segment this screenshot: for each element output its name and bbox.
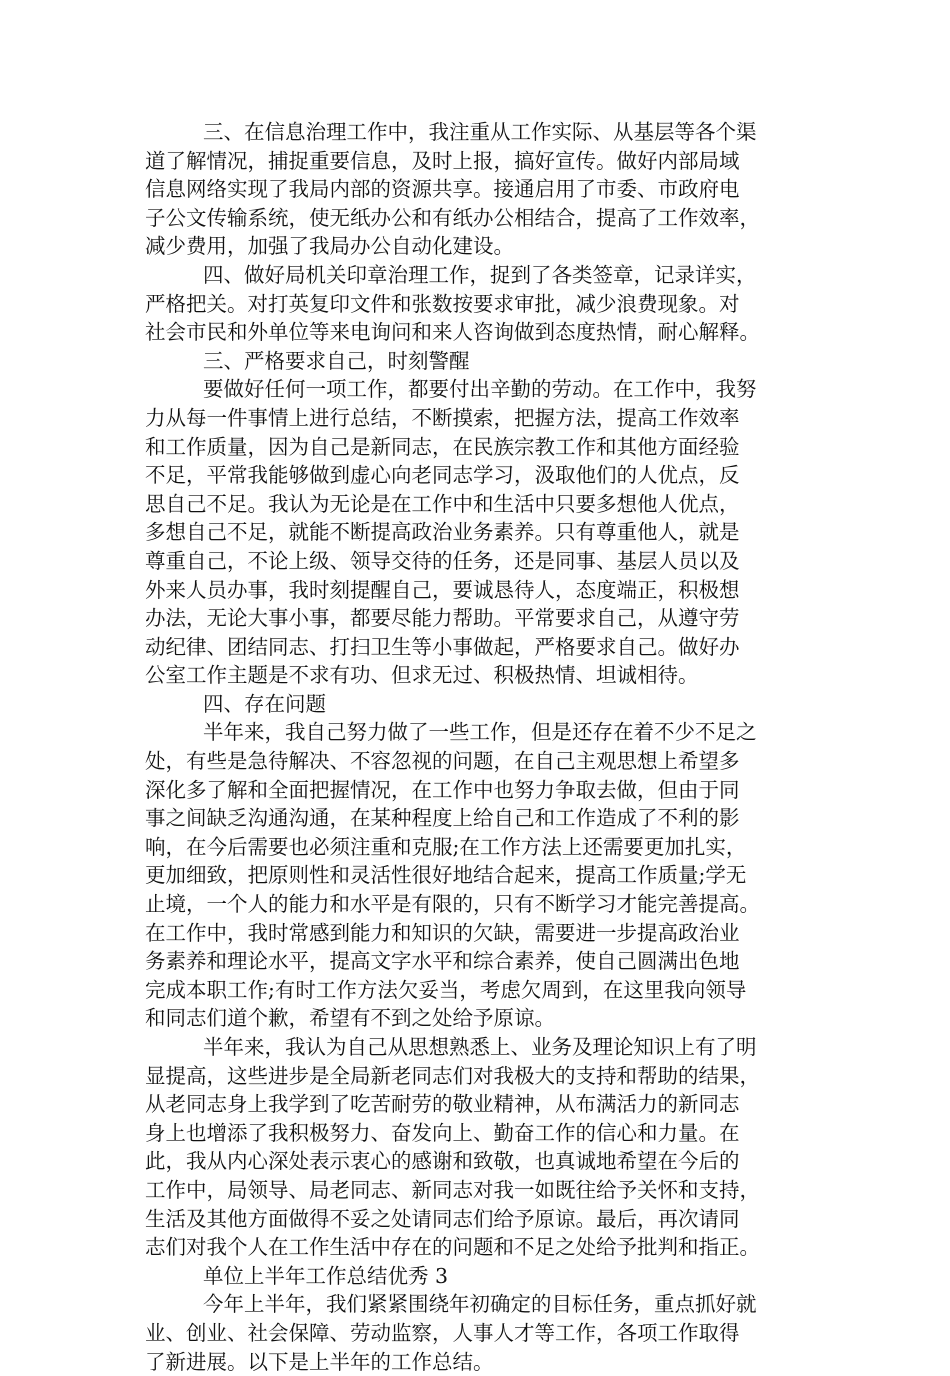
text-line: 三、在信息治理工作中，我注重从工作实际、从基层等各个渠 [203,120,757,144]
text-line: 四、存在问题 [203,691,326,716]
text-line: 严格把关。对打英复印文件和张数按要求审批，减少浪费现象。对 [145,291,740,316]
text-line: 完成本职工作;有时工作方法欠妥当，考虑欠周到，在这里我向领导 [145,977,747,1002]
text-line: 减少费用，加强了我局办公自动化建设。 [145,234,514,259]
text-line: 信息网络实现了我局内部的资源共享。接通启用了市委、市政府电 [145,177,740,202]
text-line: 多想自己不足，就能不断提高政治业务素养。只有尊重他人，就是 [145,520,740,545]
text-line: 半年来，我认为自己从思想熟悉上、业务及理论知识上有了明 [203,1035,757,1059]
text-line: 办法，无论大事小事，都要尽能力帮助。平常要求自己，从遵守劳 [145,606,740,631]
text-line: 半年来，我自己努力做了一些工作，但是还存在着不少不足之 [203,720,757,745]
text-line: 四、做好局机关印章治理工作，捉到了各类签章，记录详实， [203,262,757,287]
document-page [145,118,811,1376]
text-line: 了新进展。以下是上半年的工作总结。 [145,1349,494,1374]
text-line: 和同志们道个歉，希望有不到之处给予原谅。 [145,1006,555,1031]
text-line: 深化多了解和全面把握情况，在工作中也努力争取去做，但由于同 [145,777,740,802]
text-line: 社会市民和外单位等来电询问和来人咨询做到态度热情，耐心解释。 [145,320,760,345]
text-line: 和工作质量，因为自己是新同志，在民族宗教工作和其他方面经验 [145,434,740,459]
text-line: 不足，平常我能够做到虚心向老同志学习，汲取他们的人优点，反 [145,463,740,488]
text-line: 从老同志身上我学到了吃苦耐劳的敬业精神，从布满活力的新同志 [145,1092,740,1117]
text-line: 今年上半年，我们紧紧围绕年初确定的目标任务，重点抓好就 [203,1292,757,1317]
text-line: 生活及其他方面做得不妥之处请同志们给予原谅。最后，再次请同 [145,1206,740,1231]
text-line: 业、创业、社会保障、劳动监察，人事人才等工作，各项工作取得 [145,1320,740,1345]
text-line: 道了解情况，捕捉重要信息，及时上报，搞好宣传。做好内部局域 [145,148,740,173]
text-line: 子公文传输系统，使无纸办公和有纸办公相结合，提高了工作效率， [145,205,760,230]
text-line: 志们对我个人在工作生活中存在的问题和不足之处给予批判和指正。 [145,1235,760,1260]
text-line: 止境，一个人的能力和水平是有限的，只有不断学习才能完善提高。 [145,892,760,917]
text-line: 身上也增添了我积极努力、奋发向上、勤奋工作的信心和力量。在 [145,1120,740,1145]
text-line: 务素养和理论水平，提高文字水平和综合素养，使自己圆满出色地 [145,949,740,974]
text-line: 更加细致，把原则性和灵活性很好地结合起来，提高工作质量;学无 [145,863,747,888]
text-line: 工作中，局领导、局老同志、新同志对我一如既往给予关怀和支持， [145,1177,760,1202]
text-line: 单位上半年工作总结优秀 3 [203,1263,449,1288]
text-line: 力从每一件事情上进行总结，不断摸索，把握方法，提高工作效率 [145,405,740,430]
text-line: 尊重自己，不论上级、领导交待的任务，还是同事、基层人员以及 [145,548,740,573]
text-line: 显提高，这些进步是全局新老同志们对我极大的支持和帮助的结果， [145,1063,760,1088]
text-line: 此，我从内心深处表示衷心的感谢和致敬，也真诚地希望在今后的 [145,1149,740,1174]
text-line: 动纪律、团结同志、打扫卫生等小事做起，严格要求自己。做好办 [145,634,740,659]
text-line: 在工作中，我时常感到能力和知识的欠缺，需要进一步提高政治业 [145,920,740,945]
text-line: 思自己不足。我认为无论是在工作中和生活中只要多想他人优点， [145,491,740,516]
text-line: 公室工作主题是不求有功、但求无过、积极热情、坦诚相待。 [145,663,699,688]
text-line: 响，在今后需要也必须注重和克服;在工作方法上还需要更加扎实， [145,834,747,859]
text-line: 事之间缺乏沟通沟通，在某种程度上给自己和工作造成了不利的影 [145,806,740,831]
text-line: 要做好任何一项工作，都要付出辛勤的劳动。在工作中，我努 [203,377,757,402]
text-line: 处，有些是急待解决、不容忽视的问题，在自己主观思想上希望多 [145,749,740,774]
text-line: 三、严格要求自己，时刻警醒 [203,348,470,373]
text-line: 外来人员办事，我时刻提醒自己，要诚恳待人，态度端正，积极想 [145,577,740,602]
